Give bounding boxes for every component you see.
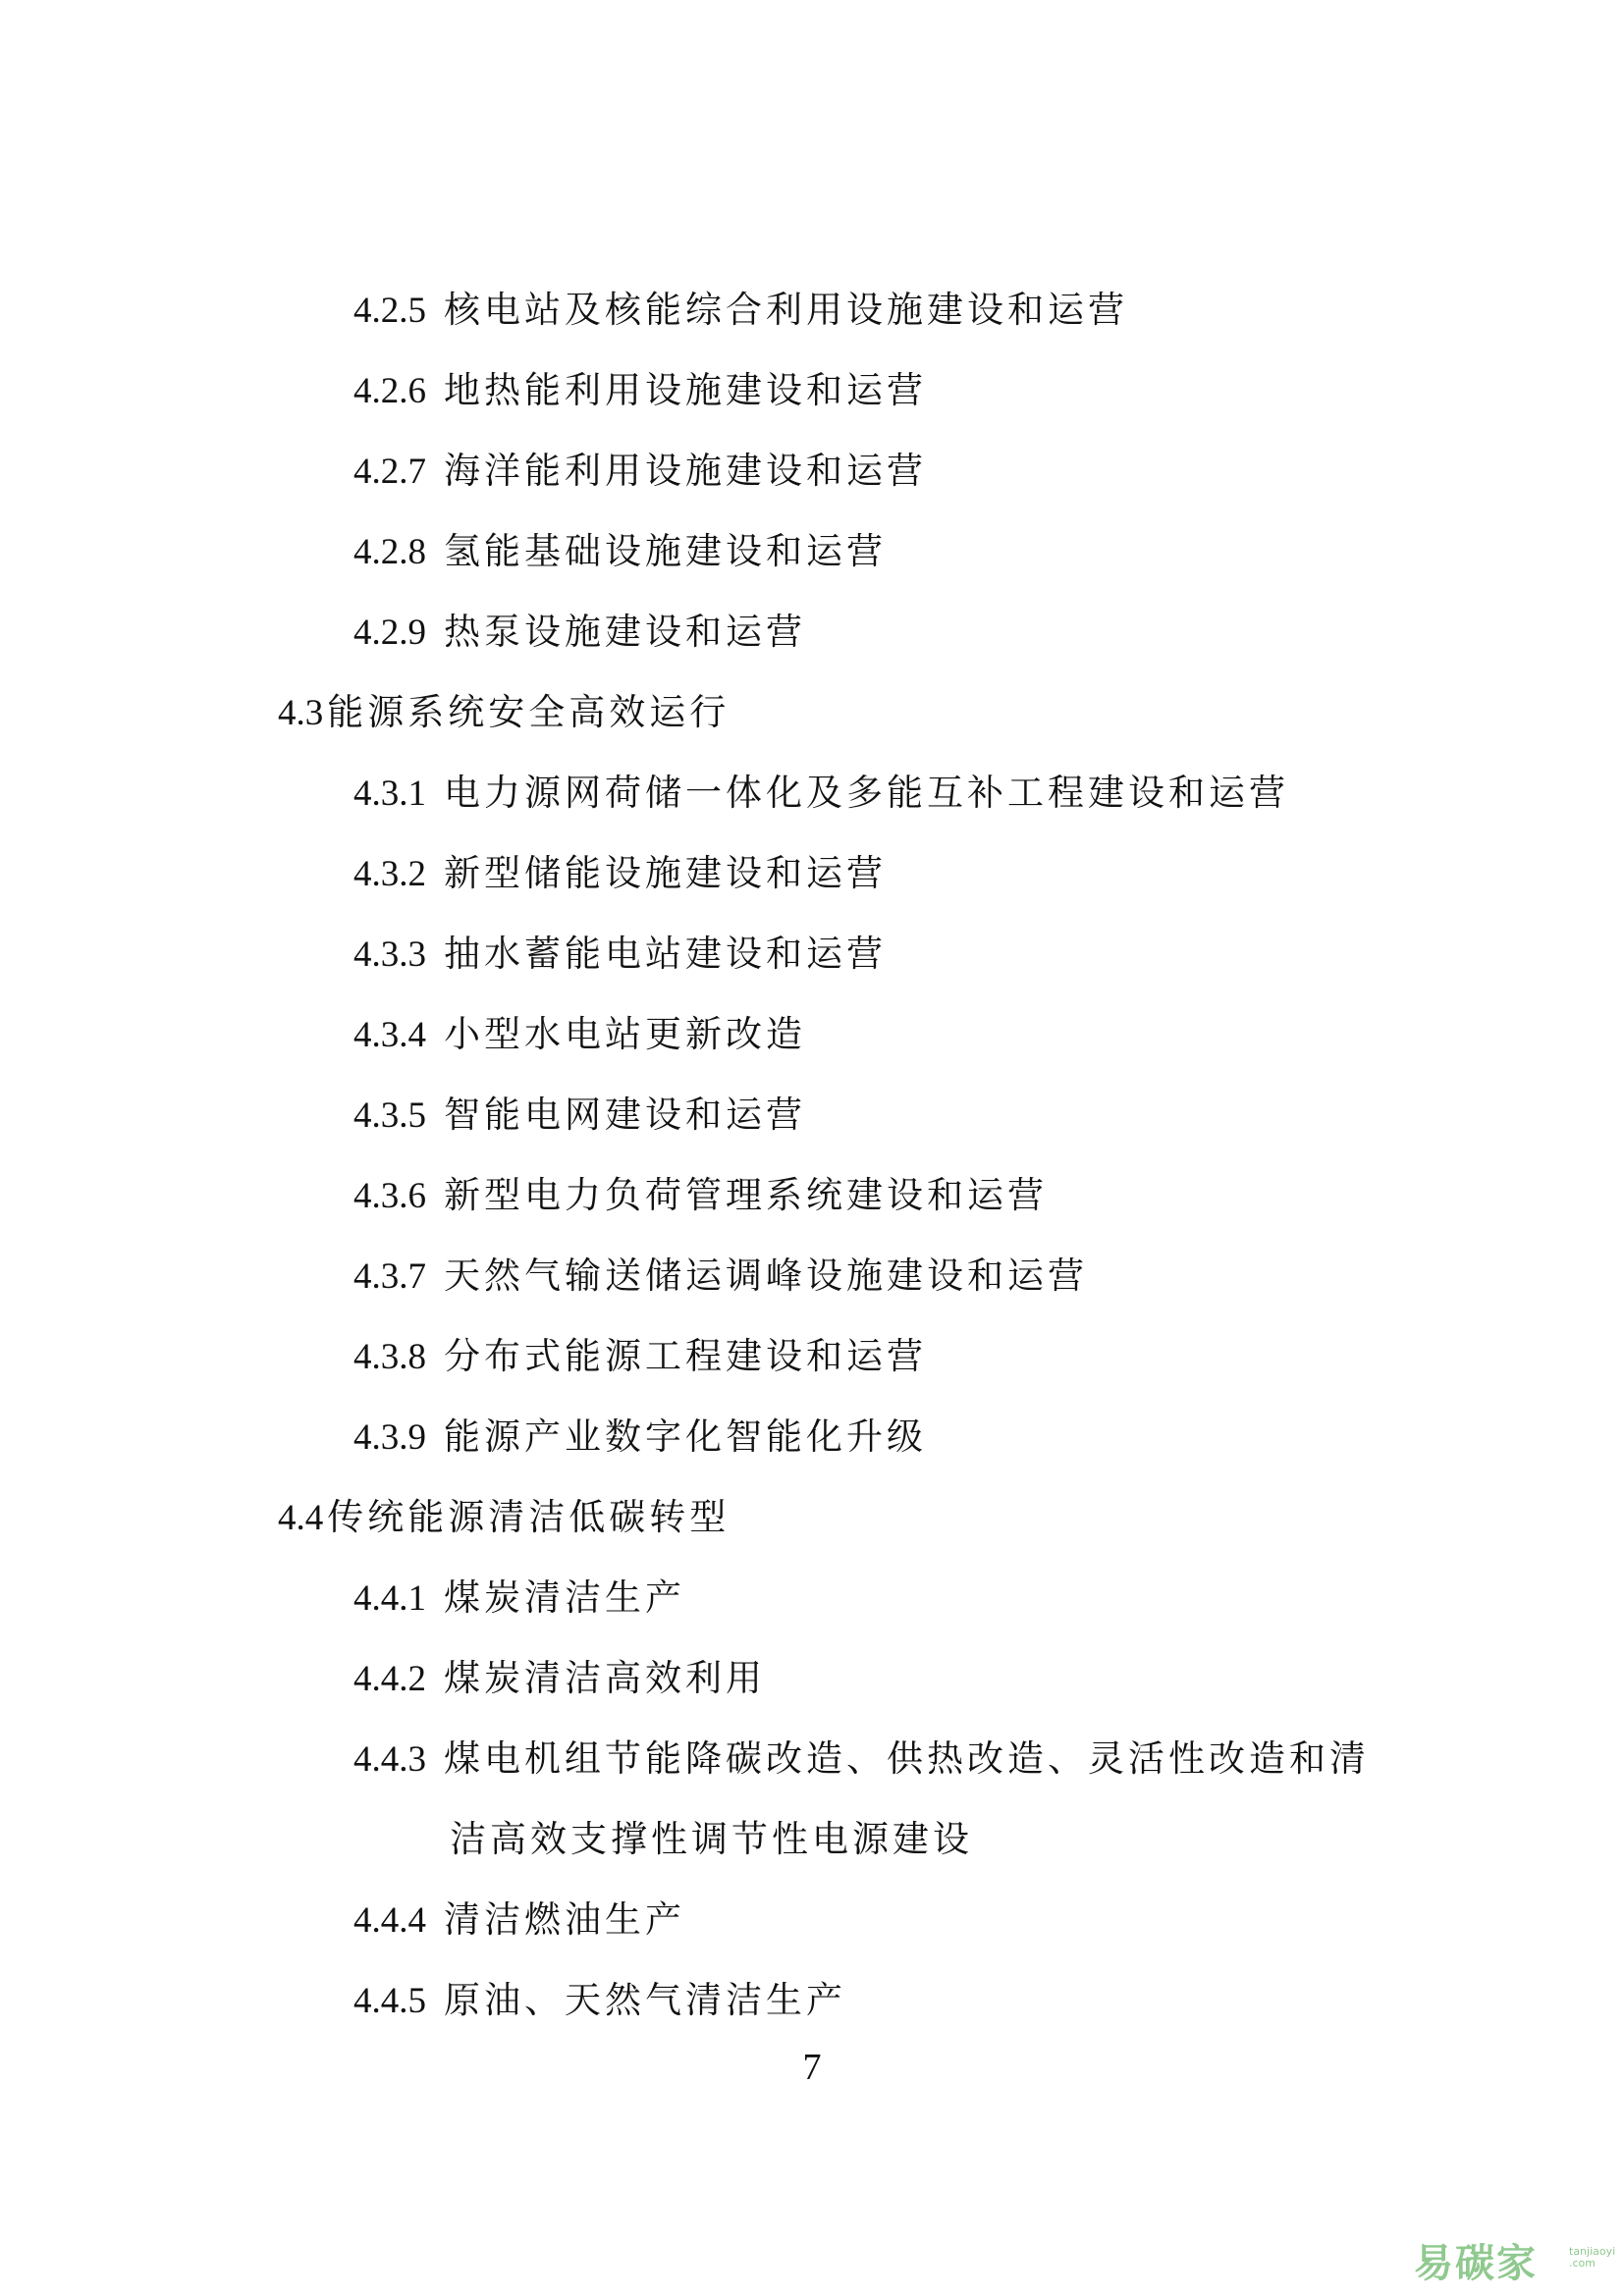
entry-number: 4.4.5: [353, 1981, 426, 2021]
toc-entry-4-4-3-continuation: [450, 1816, 973, 1863]
entry-number: 4.2.6: [353, 371, 426, 411]
entry-number: 4.3.1: [353, 774, 426, 814]
entry-number: 4.3.2: [353, 854, 426, 894]
toc-entry-4-3-9: [353, 1414, 927, 1462]
watermark-domain-name: tanjiaoyi: [1569, 2245, 1616, 2258]
entry-number: 4.2.7: [353, 452, 426, 492]
entry-text: 煤电机组节能降碳改造、供热改造、灵活性改造和清: [444, 1737, 1370, 1780]
toc-entry-4-3-3: [353, 931, 887, 979]
toc-entry-4-2-8: [353, 528, 887, 576]
entry-text: 能源产业数字化智能化升级: [444, 1415, 927, 1458]
watermark-text: 易碳家: [1414, 2241, 1538, 2286]
toc-entry-4-3-5: [353, 1092, 806, 1140]
toc-entry-4-3-7: [353, 1253, 1088, 1301]
entry-text: 热泵设施建设和运营: [444, 611, 806, 653]
section-title: 传统能源清洁低碳转型: [327, 1496, 731, 1538]
toc-entry-4-3-1: [353, 770, 1289, 818]
entry-text: 氢能基础设施建设和运营: [444, 530, 887, 572]
toc-entry-4-2-9: [353, 609, 806, 657]
entry-text: 洁高效支撑性调节性电源建设: [450, 1818, 973, 1860]
entry-number: 4.4.2: [353, 1659, 426, 1699]
entry-text: 核电站及核能综合利用设施建设和运营: [444, 289, 1128, 331]
entry-number: 4.3.8: [353, 1337, 426, 1377]
toc-entry-4-4-5: [353, 1977, 846, 2025]
entry-text: 电力源网荷储一体化及多能互补工程建设和运营: [444, 772, 1289, 814]
entry-number: 4.2.9: [353, 613, 426, 653]
toc-section-4-3: [278, 689, 730, 737]
entry-number: 4.4.4: [353, 1900, 426, 1941]
toc-entry-4-3-2: [353, 850, 887, 898]
toc-entry-4-4-3: [353, 1735, 1370, 1784]
toc-entry-4-4-1: [353, 1575, 685, 1623]
entry-number: 4.3.3: [353, 934, 426, 975]
entry-number: 4.3.6: [353, 1176, 426, 1216]
entry-text: 新型储能设施建设和运营: [444, 852, 887, 894]
entry-text: 地热能利用设施建设和运营: [444, 369, 927, 411]
entry-text: 小型水电站更新改造: [444, 1013, 806, 1055]
entry-number: 4.3.7: [353, 1256, 426, 1297]
entry-number: 4.2.5: [353, 291, 426, 331]
toc-section-4-4: [278, 1494, 730, 1542]
entry-text: 新型电力负荷管理系统建设和运营: [444, 1174, 1048, 1216]
entry-text: 分布式能源工程建设和运营: [444, 1335, 927, 1377]
entry-text: 抽水蓄能电站建设和运营: [444, 933, 887, 975]
entry-text: 原油、天然气清洁生产: [444, 1979, 846, 2021]
entry-text: 海洋能利用设施建设和运营: [444, 450, 927, 492]
entry-text: 煤炭清洁高效利用: [444, 1657, 766, 1699]
entry-number: 4.2.8: [353, 532, 426, 572]
toc-entry-4-2-5: [353, 287, 1128, 335]
entry-number: 4.3.9: [353, 1417, 426, 1458]
section-title: 能源系统安全高效运行: [327, 691, 731, 733]
page-number: 7: [802, 2047, 822, 2088]
entry-text: 天然气输送储运调峰设施建设和运营: [444, 1255, 1088, 1297]
watermark-domain: [1569, 2246, 1615, 2269]
entry-number: 4.4.1: [353, 1578, 426, 1619]
toc-entry-4-2-6: [353, 367, 927, 415]
toc-entry-4-3-4: [353, 1011, 806, 1059]
section-number: 4.4: [278, 1498, 324, 1538]
entry-text: 清洁燃油生产: [444, 1898, 685, 1941]
watermark-logo: [1414, 2228, 1616, 2287]
watermark-domain-suffix: .com: [1569, 2257, 1596, 2269]
entry-number: 4.3.4: [353, 1015, 426, 1055]
toc-entry-4-4-2: [353, 1655, 766, 1703]
section-number: 4.3: [278, 693, 324, 733]
toc-entry-4-3-8: [353, 1333, 927, 1381]
entry-number: 4.3.5: [353, 1095, 426, 1136]
toc-entry-4-4-4: [353, 1896, 685, 1945]
toc-entry-4-2-7: [353, 448, 927, 496]
toc-entry-4-3-6: [353, 1172, 1048, 1220]
entry-text: 煤炭清洁生产: [444, 1576, 685, 1619]
entry-number: 4.4.3: [353, 1739, 426, 1780]
entry-text: 智能电网建设和运营: [444, 1094, 806, 1136]
